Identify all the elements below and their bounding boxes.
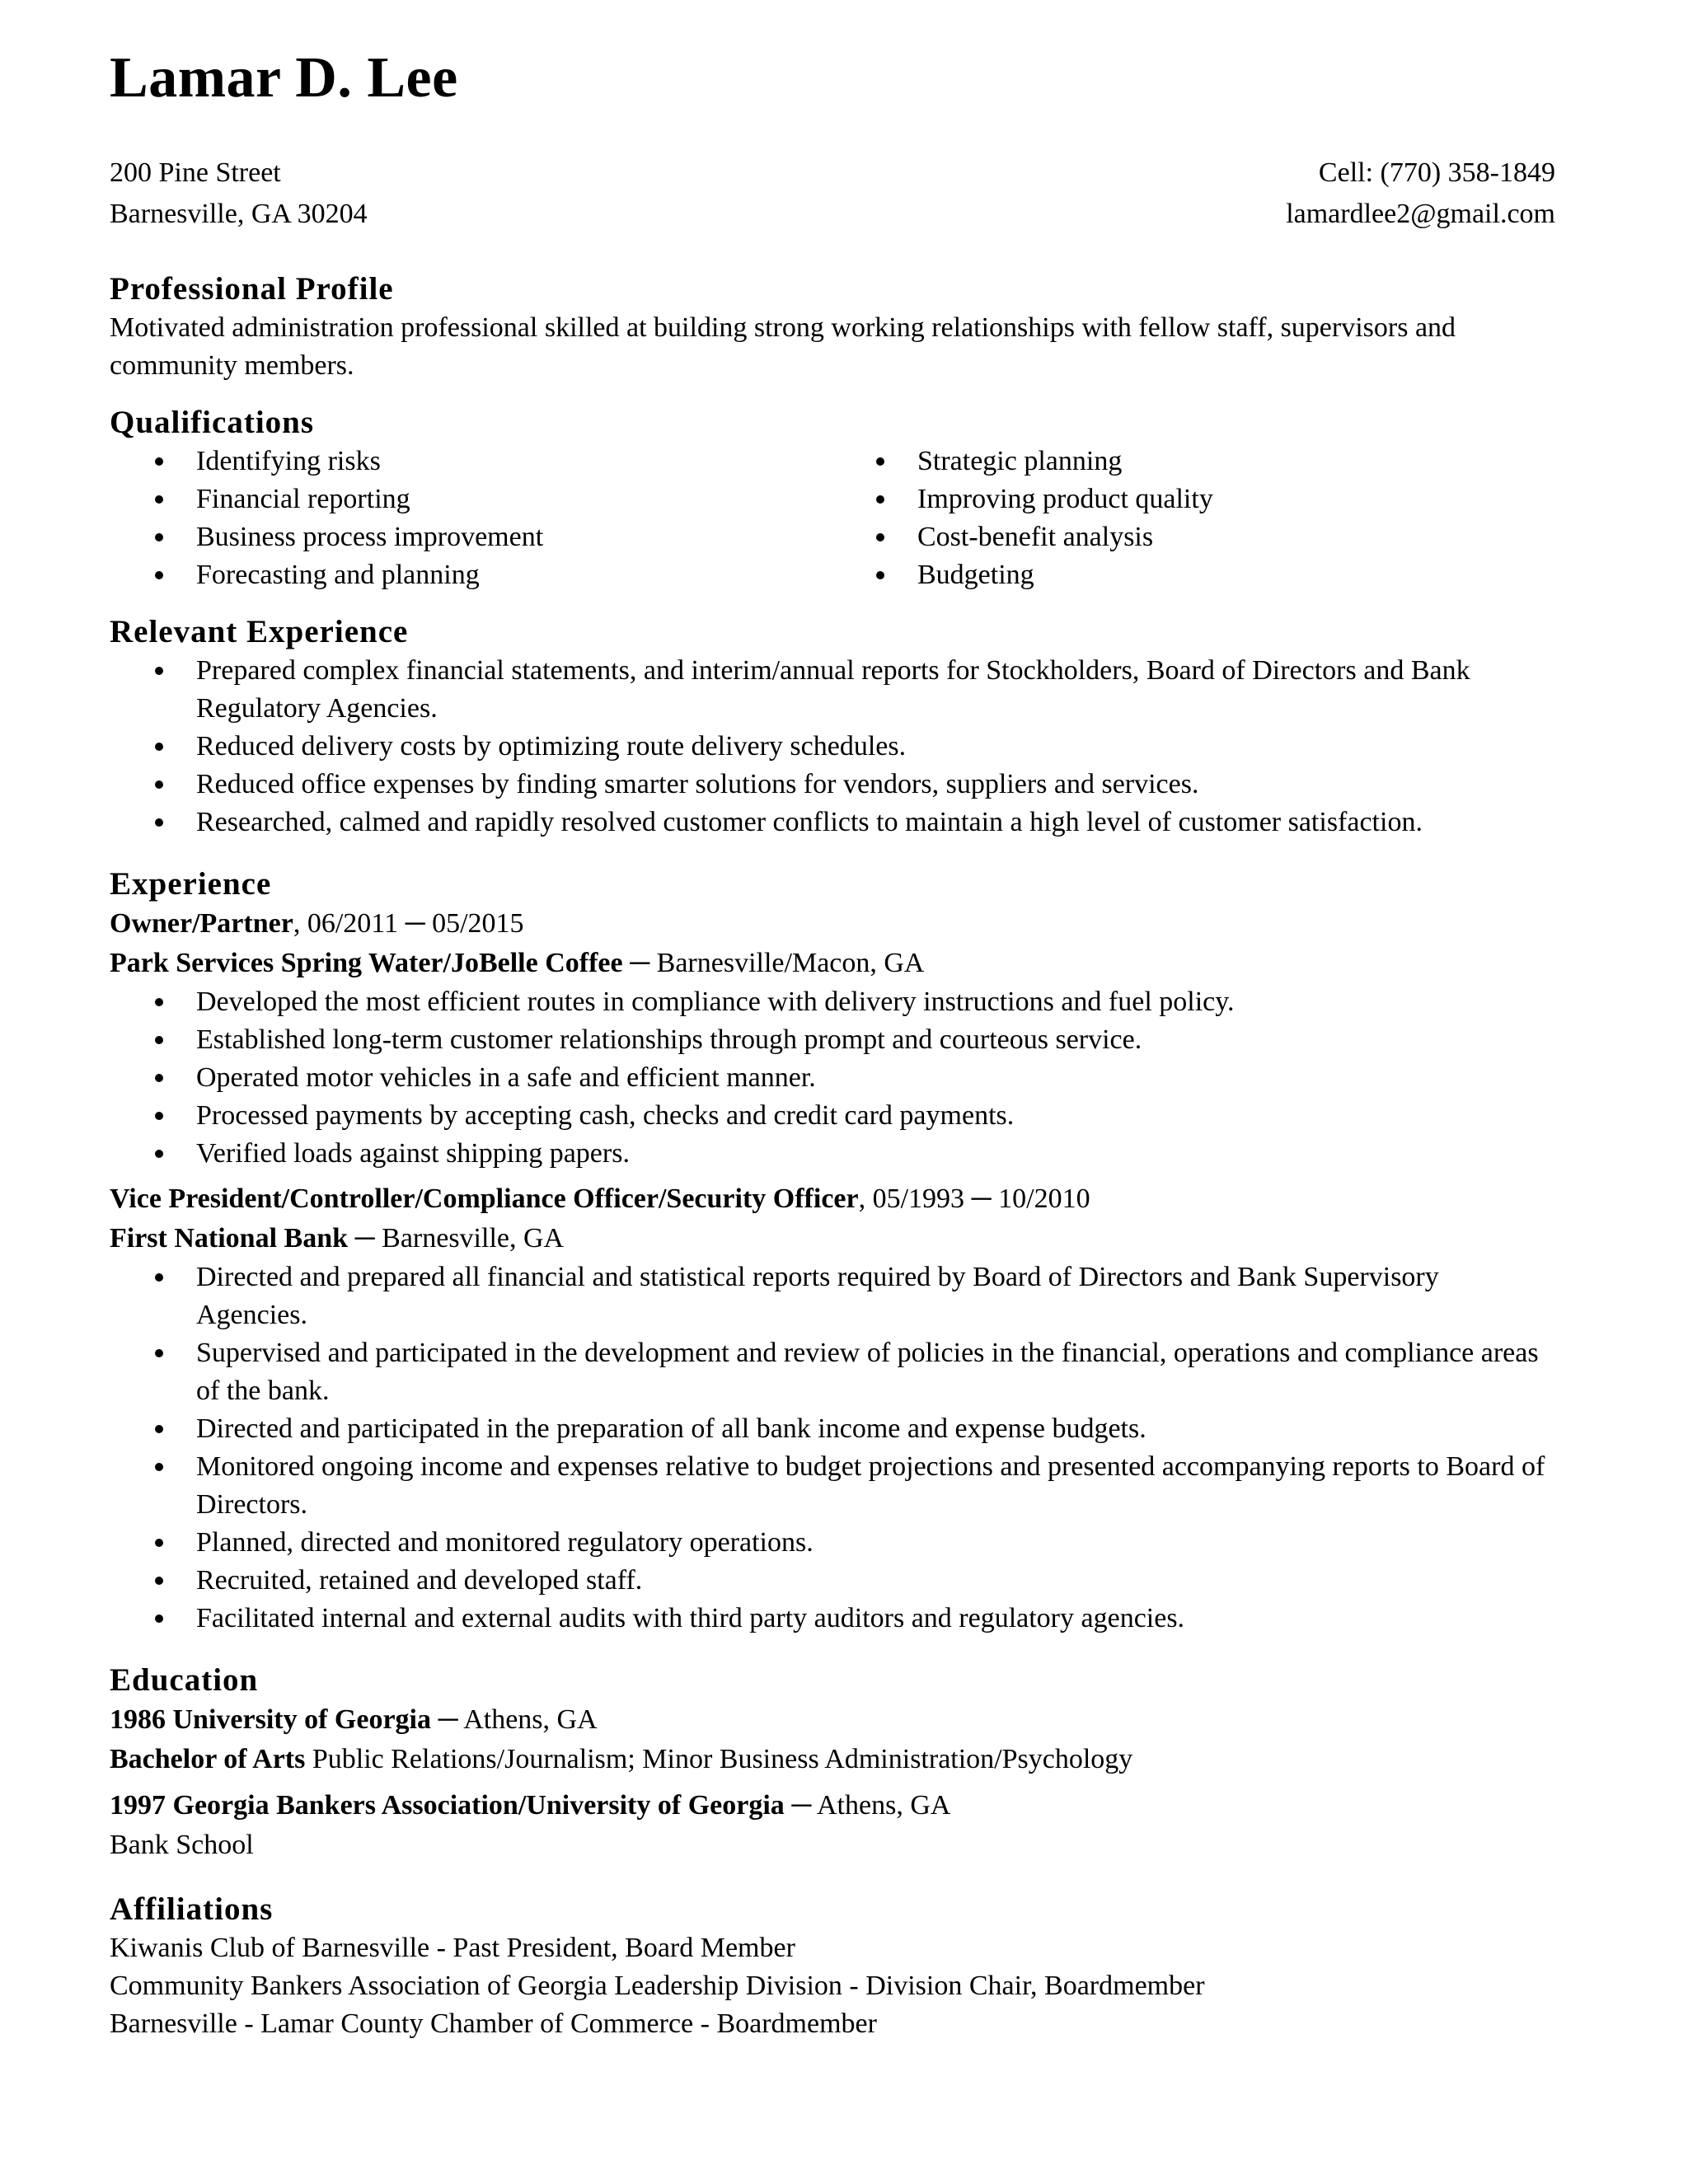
profile-heading: Professional Profile [110,271,394,307]
job-bullets [110,983,1555,1173]
address-line-1: 200 Pine Street [110,157,281,188]
qualification-item: Identifying risks [110,443,831,480]
relevant-experience-item: Reduced office expenses by finding smarter solutions for vendors, suppliers and services. [110,766,1555,804]
qualification-item: Business process improvement [110,518,831,556]
relevant-experience-heading: Relevant Experience [110,614,409,649]
contact-block [110,152,1555,235]
relevant-experience-list [110,652,1555,841]
job-bullet: Verified loads against shipping papers. [110,1135,1555,1173]
job-bullet: Recruited, retained and developed staff. [110,1562,1555,1600]
contact-details [1286,152,1555,235]
job-bullet: Established long-term customer relationships through prompt and courteous service. [110,1021,1555,1059]
job-bullet: Directed and participated in the preparation of all bank income and expense budgets. [110,1410,1555,1448]
job-bullet: Supervised and participated in the development and review of policies in the financial, operations and compliance areas of the bank. [110,1334,1555,1410]
relevant-experience-item: Reduced delivery costs by optimizing route delivery schedules. [110,728,1555,766]
education-school: 1997 Georgia Bankers Association/University of Georgia [110,1790,785,1821]
education-heading: Education [110,1662,259,1698]
education-entry [110,1700,1555,1779]
job-title: Owner/Partner [110,908,293,939]
qualification-item: Cost-benefit analysis [831,518,1552,556]
affiliations-heading: Affiliations [110,1891,274,1927]
relevant-experience-item: Prepared complex financial statements, and interim/annual reports for Stockholders, Board of Directors and Bank Regulatory Agencies. [110,652,1555,728]
job-bullet: Monitored ongoing income and expenses relative to budget projections and presented accompanying reports to Board of Directors. [110,1448,1555,1524]
qualification-item: Budgeting [831,556,1552,594]
job-company-line [110,1219,1555,1258]
relevant-experience-section [110,612,1555,841]
job-company-line [110,944,1555,983]
education-school: 1986 University of Georgia [110,1704,431,1735]
job-title-line [110,1179,1555,1219]
qualifications-grid [110,443,1555,594]
education-detail: Bank School [110,1830,254,1860]
qualification-item: Financial reporting [110,480,831,518]
affiliation-item: Kiwanis Club of Barnesville - Past President, Board Member [110,1933,795,1963]
education-school-line [110,1786,1555,1825]
job-entry [110,1179,1555,1638]
job-dates: , 06/2011 ─ 05/2015 [293,908,524,939]
experience-heading: Experience [110,866,272,902]
job-title: Vice President/Controller/Compliance Officer/Security Officer [110,1183,859,1214]
job-bullet: Operated motor vehicles in a safe and efficient manner. [110,1059,1555,1097]
job-dates: , 05/1993 ─ 10/2010 [858,1183,1090,1214]
experience-section [110,865,1555,1638]
education-section [110,1661,1555,1865]
job-bullet: Developed the most efficient routes in compliance with delivery instructions and fuel policy. [110,983,1555,1021]
job-bullets [110,1258,1555,1638]
phone-number: Cell: (770) 358-1849 [1318,157,1555,188]
education-degree: Bachelor of Arts [110,1744,306,1774]
job-bullet: Planned, directed and monitored regulatory operations. [110,1524,1555,1562]
affiliation-item: Community Bankers Association of Georgia Leadership Division - Division Chair, Boardmember [110,1971,1205,2001]
qualification-item: Forecasting and planning [110,556,831,594]
education-school-line [110,1700,1555,1740]
job-location: ─ Barnesville, GA [348,1223,565,1254]
job-entry [110,904,1555,1173]
education-detail: Public Relations/Journalism; Minor Business Administration/Psychology [305,1744,1133,1774]
education-degree-line [110,1825,1555,1865]
job-title-line [110,904,1555,944]
education-location: ─ Athens, GA [431,1704,598,1735]
qualifications-section [110,403,1555,594]
education-entry [110,1786,1555,1865]
relevant-experience-item: Researched, calmed and rapidly resolved customer conflicts to maintain a high level of customer satisfaction. [110,804,1555,841]
profile-section [110,269,1555,385]
affiliation-item: Barnesville - Lamar County Chamber of Commerce - Boardmember [110,2008,877,2039]
qualification-item: Strategic planning [831,443,1552,480]
job-bullet: Processed payments by accepting cash, checks and credit card payments. [110,1097,1555,1135]
education-location: ─ Athens, GA [784,1790,951,1821]
education-degree-line [110,1740,1555,1779]
email-address: lamardlee2@gmail.com [1286,199,1555,229]
job-company: First National Bank [110,1223,349,1254]
address-block [110,152,368,235]
job-bullet: Directed and prepared all financial and statistical reports required by Board of Directors and Bank Supervisory Agencies. [110,1258,1555,1334]
candidate-name: Lamar D. Lee [110,46,458,110]
qualifications-heading: Qualifications [110,405,315,440]
profile-text: Motivated administration professional skilled at building strong working relationships with fellow staff, supervisors and community members. [110,312,1456,381]
qualifications-right-list [831,443,1552,594]
affiliations-section [110,1890,1555,2043]
job-location: ─ Barnesville/Macon, GA [622,948,925,978]
resume-page [110,46,1555,2043]
job-bullet: Facilitated internal and external audits with third party auditors and regulatory agencies. [110,1600,1555,1638]
job-company: Park Services Spring Water/JoBelle Coffee [110,948,623,978]
qualification-item: Improving product quality [831,480,1552,518]
qualifications-left-list [110,443,831,594]
address-line-2: Barnesville, GA 30204 [110,199,368,229]
